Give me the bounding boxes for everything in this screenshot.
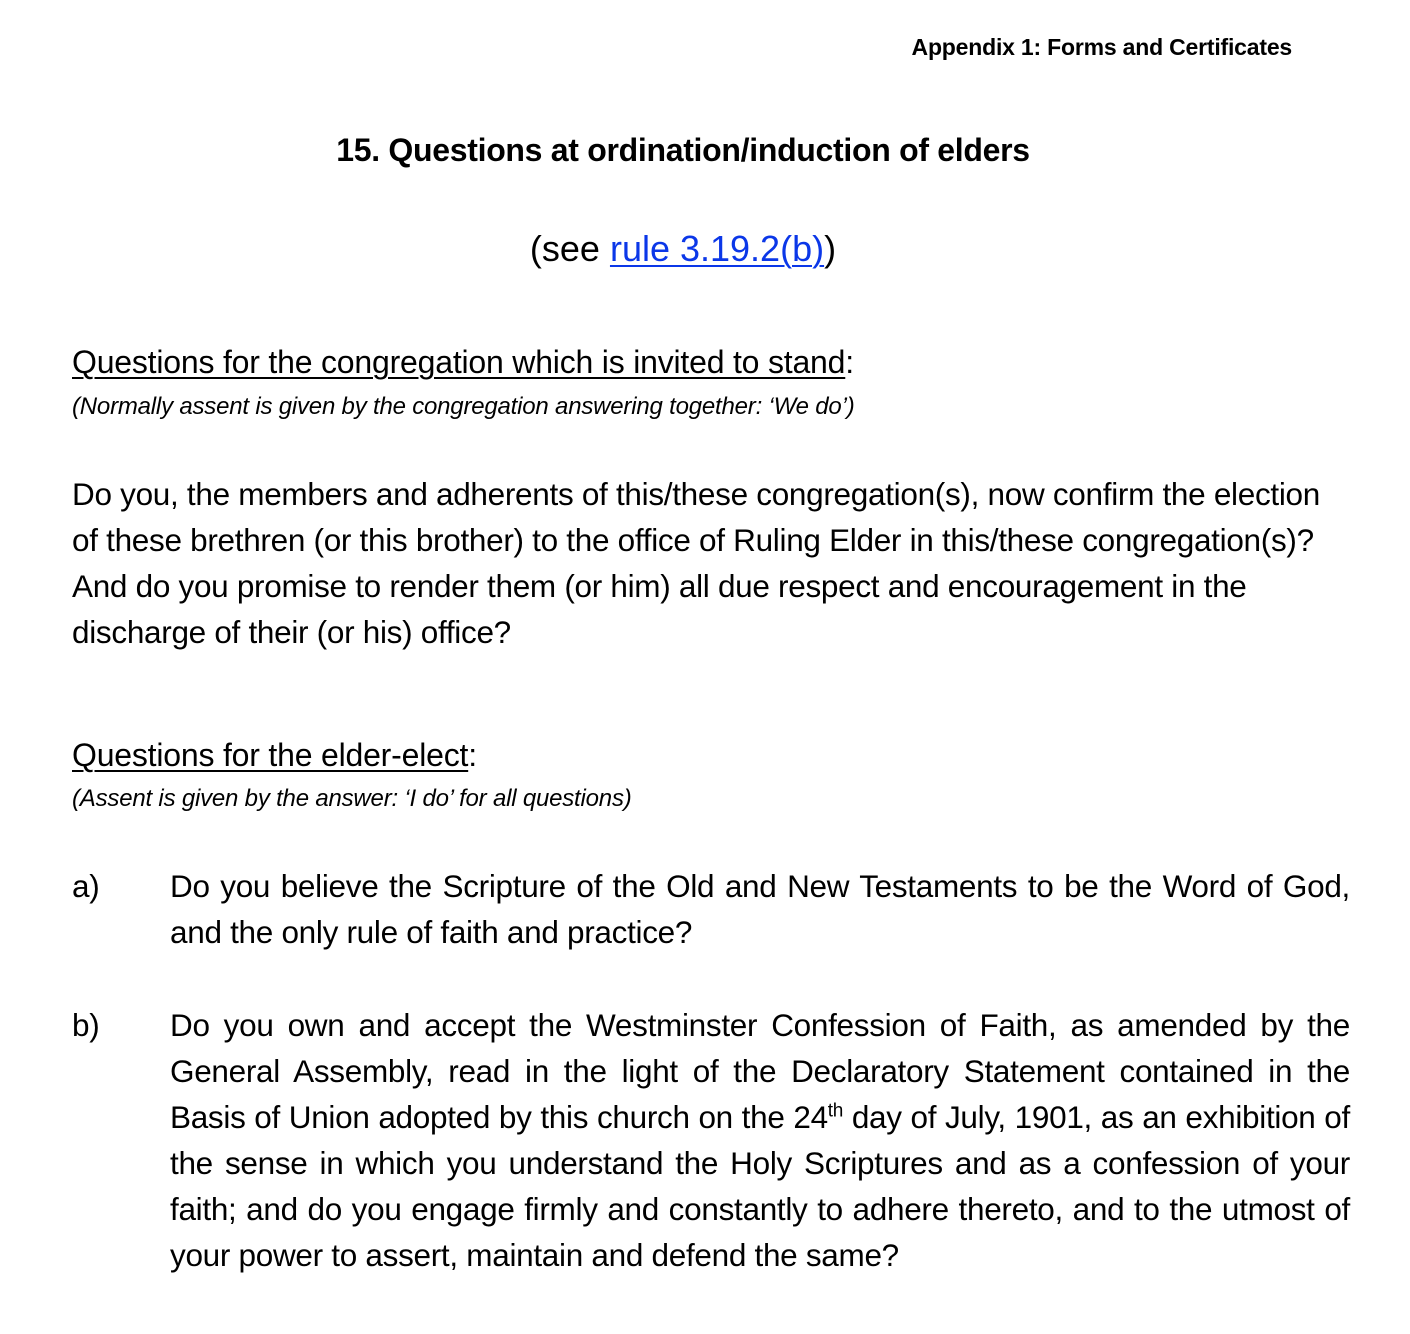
ordinal-superscript: th	[827, 1100, 844, 1122]
question-label-b: b)	[72, 1007, 100, 1043]
congregation-questions	[72, 471, 1350, 655]
question-text-b-part2: day of July, 1901, as an exhibition of the sense in which you understand the Holy Scriptures and as a confession of your faith; and do you engage firmly and constantly to adhere thereto, and to the utmost of your power to assert, maintain and defend the same?	[170, 1099, 1350, 1273]
question-item-a	[72, 863, 1350, 955]
rule-link[interactable]: rule 3.19.2(b)	[609, 228, 825, 269]
question-item-b	[72, 1002, 1350, 1278]
congregation-question-2: And do you promise to render them (or him) all due respect and encouragement in the discharge of their (or his) office?	[72, 568, 1247, 650]
page-title: 15. Questions at ordination/induction of elders	[336, 132, 1030, 168]
congregation-question-1: Do you, the members and adherents of this/these congregation(s), now confirm the election of these brethren (or this brother) to the office of Ruling Elder in this/these congregation(s)?	[72, 476, 1320, 558]
question-text-a: Do you believe the Scripture of the Old and New Testaments to be the Word of God, and the only rule of faith and practice?	[170, 868, 1350, 950]
rule-reference-suffix: )	[824, 228, 837, 269]
congregation-heading-colon: :	[845, 344, 854, 380]
elder-section-heading	[72, 737, 477, 774]
question-label-a: a)	[72, 868, 100, 904]
question-text-b	[170, 1002, 1350, 1278]
elder-assent-note: (Assent is given by the answer: ‘I do’ for all questions)	[72, 785, 632, 812]
congregation-assent-note: (Normally assent is given by the congregation answering together: ‘We do’)	[72, 393, 855, 420]
rule-reference-prefix: (see	[529, 228, 610, 269]
elder-heading-colon: :	[468, 737, 477, 773]
running-header: Appendix 1: Forms and Certificates	[911, 34, 1292, 60]
congregation-heading-text: Questions for the congregation which is invited to stand	[72, 344, 846, 380]
rule-reference	[0, 228, 1366, 270]
elder-heading-text: Questions for the elder-elect	[72, 737, 469, 773]
question-text-b-part1: Do you own and accept the Westminster Confession of Faith, as amended by the General Assembly, read in the light of the Declaratory Statement contained in the Basis of Union adopted by this church on the 24	[170, 1007, 1350, 1135]
congregation-section-heading	[72, 344, 854, 381]
